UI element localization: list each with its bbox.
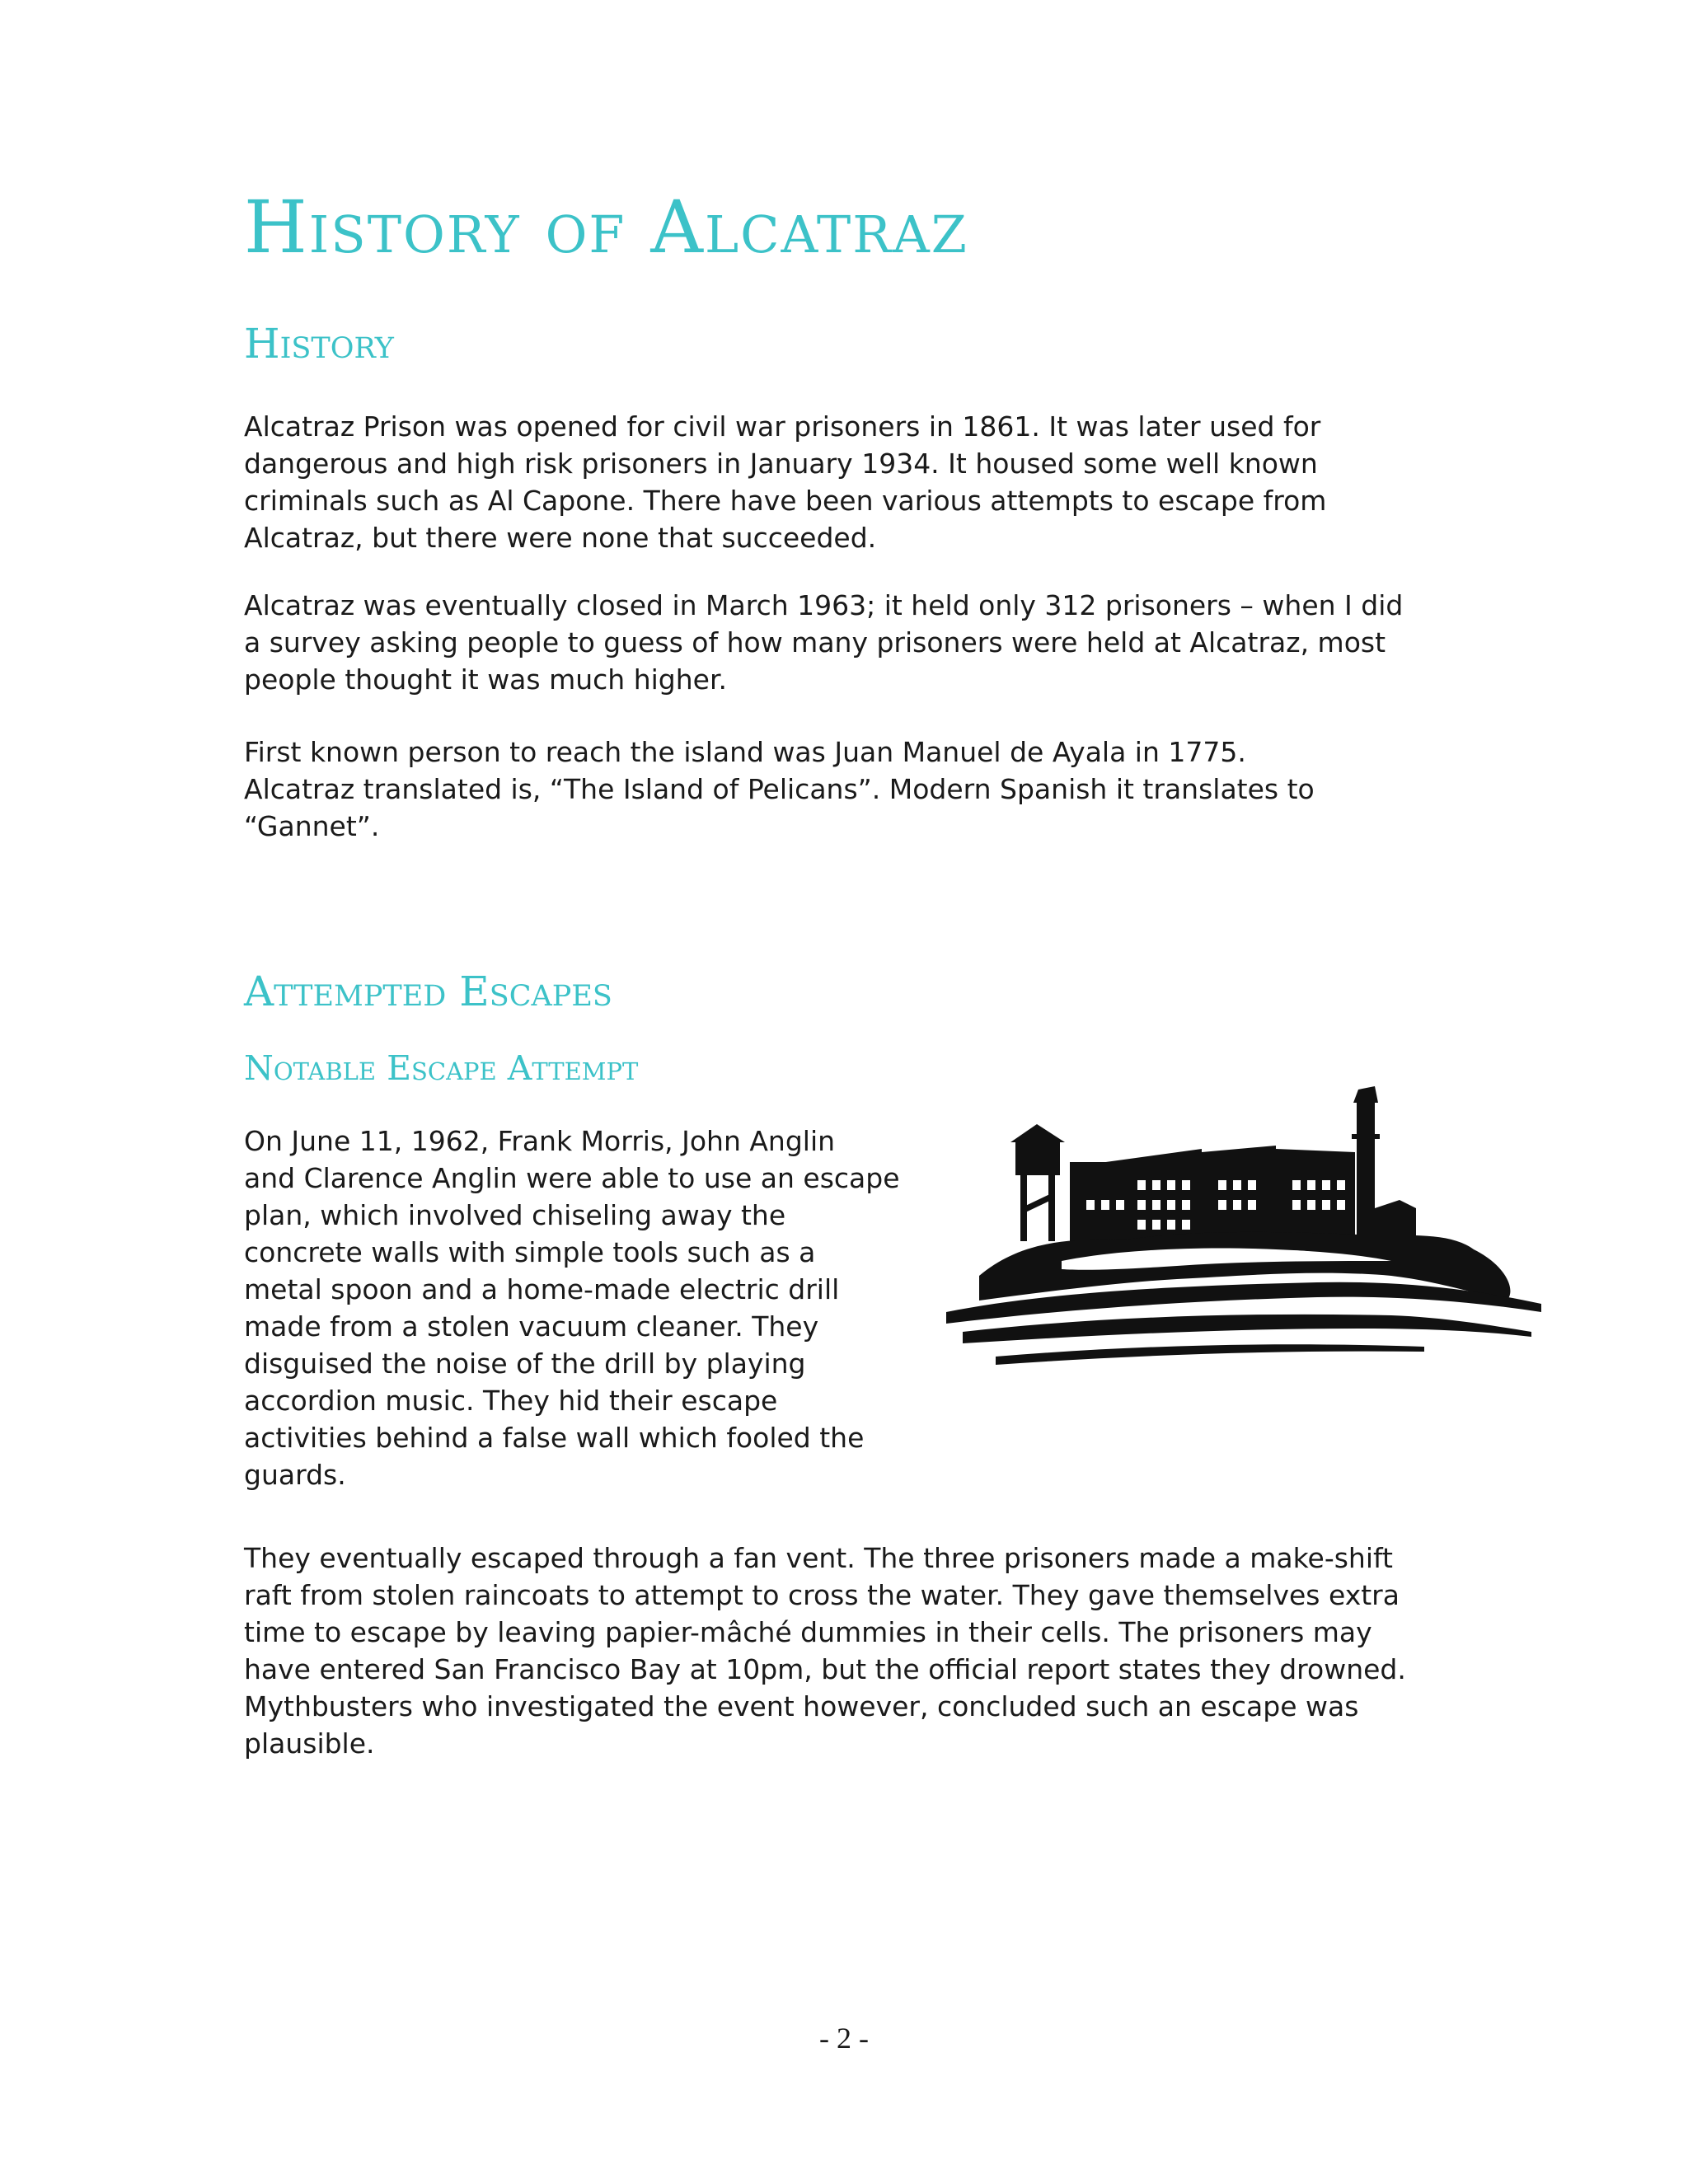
section-heading-history: History	[244, 320, 394, 368]
subheading-notable-escape-attempt: Notable Escape Attempt	[244, 1048, 639, 1088]
section-heading-attempted-escapes: Attempted Escapes	[244, 968, 612, 1015]
history-paragraph-3: First known person to reach the island was Juan Manuel de Ayala in 1775. Alcatraz translated is, “The Island of Pelicans”. Modern Spanish it translates to “Gannet”.	[244, 736, 1315, 842]
escape-paragraph-2: They eventually escaped through a fan vent. The three prisoners made a make-shift raft from stolen raincoats to attempt to cross the water. They gave themselves extra time to escape by leaving papier-mâché dummies in their cells. The prisoners may have entered San Francisco Bay at 10pm, but the official report states they drowned. Mythbusters who investigated the event however, concluded such an escape was plausible.	[244, 1542, 1406, 1760]
history-paragraph-2: Alcatraz was eventually closed in March 1963; it held only 312 prisoners – when I did a survey asking people to guess of how many prisoners were held at Alcatraz, most people thought it was much higher.	[244, 589, 1404, 696]
page-number: - 2 -	[819, 2022, 869, 2055]
page-title: History of Alcatraz	[244, 185, 968, 269]
alcatraz-island-silhouette-icon	[930, 1085, 1541, 1381]
history-paragraph-1: Alcatraz Prison was opened for civil war prisoners in 1861. It was later used for dangerous and high risk prisoners in January 1934. It housed some well known criminals such as Al Capone. There have been various attempts to escape from Alcatraz, but there were none that succeeded.	[244, 410, 1327, 554]
escape-paragraph-1: On June 11, 1962, Frank Morris, John Anglin and Clarence Anglin were able to use an escape plan, which involved chiseling away the concrete walls with simple tools such as a metal spoon and a home-made electric drill made from a stolen vacuum cleaner. They disguised the noise of the drill by playing accordion music. They hid their escape activities behind a false wall which fooled the guards.	[244, 1125, 900, 1491]
